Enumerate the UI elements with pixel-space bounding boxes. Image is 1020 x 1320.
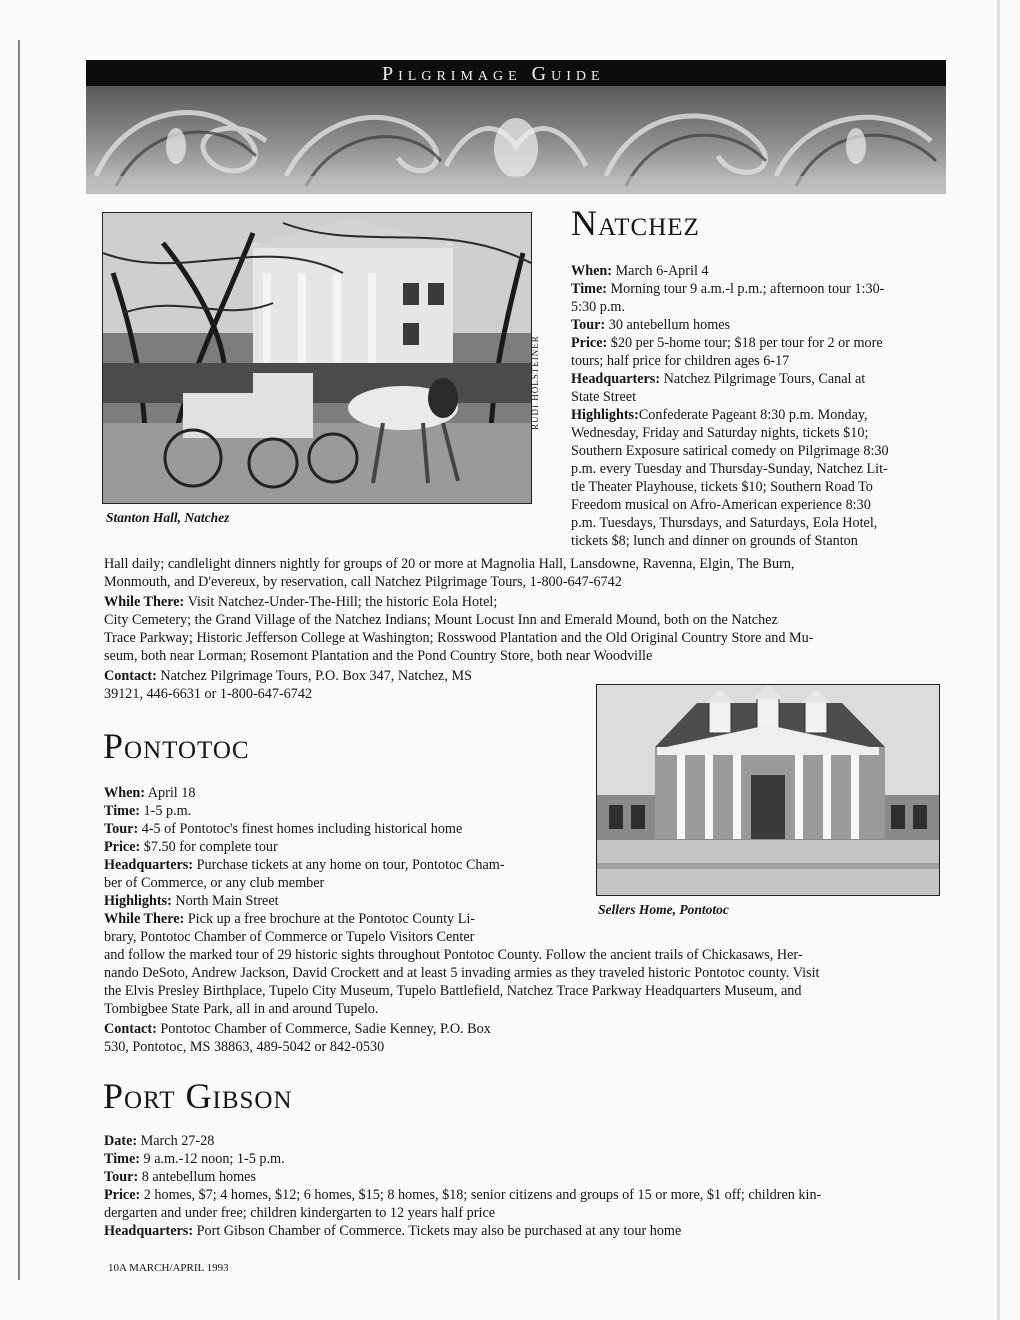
natchez-while-there-line: seum, both near Lorman; Rosemont Plantation and the Pond Country Store, both near Woodville <box>104 648 653 664</box>
port-gibson-headquarters: Headquarters: Port Gibson Chamber of Commerce. Tickets may also be purchased at any tour home <box>104 1223 682 1239</box>
port-gibson-tour: Tour: 8 antebellum homes <box>104 1169 256 1185</box>
natchez-highlights-line: Hall daily; candlelight dinners nightly for groups of 20 or more at Magnolia Hall, Lansdowne, Ravenna, Elgin, The Burn, <box>104 556 795 572</box>
natchez-contact-cont: 39121, 446-6631 or 1-800-647-6742 <box>104 686 313 702</box>
sellers-home-photo <box>596 684 940 896</box>
stanton-hall-caption: Stanton Hall, Natchez <box>106 510 230 525</box>
natchez-highlights-line: Freedom musical on Afro-American experience 8:30 <box>571 497 871 513</box>
stanton-hall-photo <box>102 212 532 504</box>
natchez-price-cont: tours; half price for children ages 6-17 <box>571 353 790 369</box>
natchez-time-cont: 5:30 p.m. <box>571 299 625 315</box>
pilgrimage-guide-banner <box>86 60 946 194</box>
natchez-highlights-line: p.m. Tuesdays, Thursdays, and Saturdays, Eola Hotel, <box>571 515 878 531</box>
natchez-time: Time: Morning tour 9 a.m.-l p.m.; afternoon tour 1:30- <box>571 281 885 297</box>
pontotoc-when: When: April 18 <box>104 785 196 801</box>
natchez-tour: Tour: 30 antebellum homes <box>571 317 731 333</box>
natchez-while-there-line: City Cemetery; the Grand Village of the Natchez Indians; Mount Locust Inn and Emerald Mound, both on the Natchez <box>104 612 778 628</box>
natchez-highlights-line: Southern Exposure satirical comedy on Pilgrimage 8:30 <box>571 443 889 459</box>
natchez-headquarters: Headquarters: Natchez Pilgrimage Tours, Canal at <box>571 371 866 387</box>
acanthus-ornament <box>86 86 946 194</box>
port-gibson-price: Price: 2 homes, $7; 4 homes, $12; 6 homes, $15; 8 homes, $18; senior citizens and groups of 15 or more, $1 off; children kin- <box>104 1187 822 1203</box>
pontotoc-while-there: While There: Pick up a free brochure at the Pontotoc County Li- <box>104 911 476 927</box>
sellers-home-caption: Sellers Home, Pontotoc <box>598 902 729 917</box>
natchez-highlights-line: tickets $8; lunch and dinner on grounds of Stanton <box>571 533 858 549</box>
photo-credit: RUDI HOLSTEINER <box>530 335 540 430</box>
natchez-heading: Natchez <box>571 203 700 243</box>
natchez-highlights-line: Wednesday, Friday and Saturday nights, tickets $10; <box>571 425 869 441</box>
natchez-while-there: While There: Visit Natchez-Under-The-Hill; the historic Eola Hotel; <box>104 594 498 610</box>
pontotoc-heading: Pontotoc <box>103 726 250 766</box>
natchez-contact: Contact: Natchez Pilgrimage Tours, P.O. Box 347, Natchez, MS <box>104 668 472 684</box>
port-gibson-date: Date: March 27-28 <box>104 1133 215 1149</box>
page-edge <box>997 0 1000 1320</box>
natchez-while-there-line: Trace Parkway; Historic Jefferson College at Washington; Rosswood Plantation and the Old Original Country Store and Mu- <box>104 630 814 646</box>
binding-line <box>18 40 20 1280</box>
pontotoc-headquarters-cont: ber of Commerce, or any club member <box>104 875 325 891</box>
banner-title-bar <box>86 60 946 86</box>
pontotoc-contact: Contact: Pontotoc Chamber of Commerce, Sadie Kenney, P.O. Box <box>104 1021 491 1037</box>
port-gibson-time: Time: 9 a.m.-12 noon; 1-5 p.m. <box>104 1151 285 1167</box>
natchez-highlights: Highlights:Confederate Pageant 8:30 p.m. Monday, <box>571 407 868 423</box>
natchez-highlights-line: tle Theater Playhouse, tickets $10; Southern Road To <box>571 479 873 495</box>
pontotoc-headquarters: Headquarters: Purchase tickets at any home on tour, Pontotoc Cham- <box>104 857 505 873</box>
natchez-highlights-line: p.m. every Tuesday and Thursday-Sunday, Natchez Lit- <box>571 461 888 477</box>
pontotoc-highlights: Highlights: North Main Street <box>104 893 279 909</box>
pontotoc-while-there-line: nando DeSoto, Andrew Jackson, David Crockett and at least 5 invading armies as they traveled historic Pontotoc county. Visit <box>104 965 820 981</box>
port-gibson-heading: Port Gibson <box>103 1076 293 1116</box>
pontotoc-contact-cont: 530, Pontotoc, MS 38863, 489-5042 or 842-0530 <box>104 1039 385 1055</box>
pontotoc-while-there-line: the Elvis Presley Birthplace, Tupelo City Museum, Tupelo Battlefield, Natchez Trace Parkway Headquarters Museum, and <box>104 983 802 999</box>
natchez-price: Price: $20 per 5-home tour; $18 per tour for 2 or more <box>571 335 883 351</box>
pontotoc-tour: Tour: 4-5 of Pontotoc's finest homes including historical home <box>104 821 463 837</box>
pontotoc-while-there-line: and follow the marked tour of 29 historic sights throughout Pontotoc County. Follow the ancient trails of Chickasaws, Her- <box>104 947 803 963</box>
pontotoc-time: Time: 1-5 p.m. <box>104 803 192 819</box>
natchez-highlights-line: Monmouth, and D'evereux, by reservation, call Natchez Pilgrimage Tours, 1-800-647-6742 <box>104 574 622 590</box>
pontotoc-while-there-line: Tombigbee State Park, all in and around Tupelo. <box>104 1001 379 1017</box>
banner-title: Pilgrimage Guide <box>382 63 605 85</box>
pontotoc-price: Price: $7.50 for complete tour <box>104 839 278 855</box>
pontotoc-while-there-line: brary, Pontotoc Chamber of Commerce or Tupelo Visitors Center <box>104 929 475 945</box>
natchez-headquarters-cont: State Street <box>571 389 637 405</box>
page-folio: 10A MARCH/APRIL 1993 <box>108 1262 229 1274</box>
natchez-when: When: March 6-April 4 <box>571 263 709 279</box>
port-gibson-price-cont: dergarten and under free; children kindergarten to 12 years half price <box>104 1205 496 1221</box>
